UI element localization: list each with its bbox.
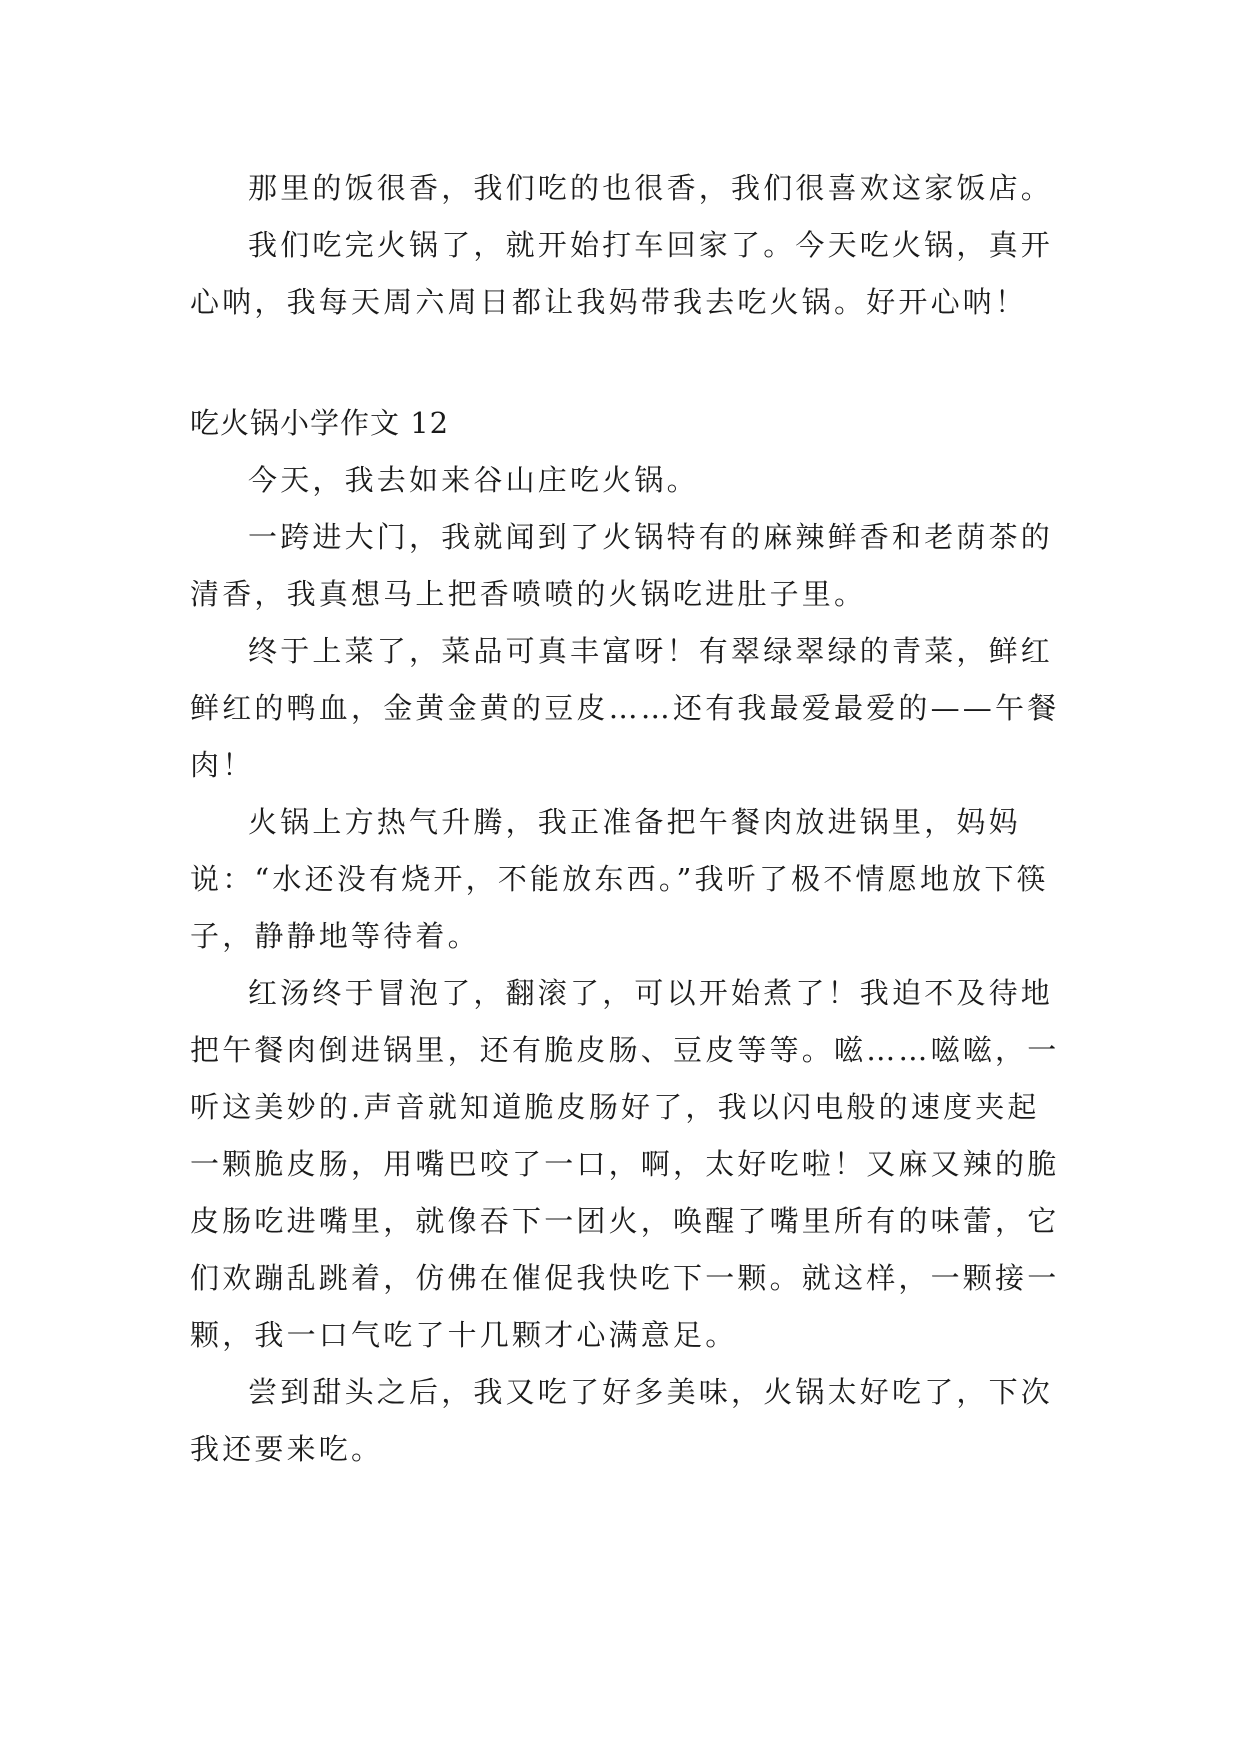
previous-essay-ending <box>190 160 1060 331</box>
paragraph: 红汤终于冒泡了，翻滚了，可以开始煮了！我迫不及待地把午餐肉倒进锅里，还有脆皮肠、豆皮等等。嗞……嗞嗞，一听这美妙的.声音就知道脆皮肠好了，我以闪电般的速度夹起一颗脆皮肠，用嘴巴咬了一口，啊，太好吃啦！又麻又辣的脆皮肠吃进嘴里，就像吞下一团火，唤醒了嘴里所有的味蕾，它们欢蹦乱跳着，仿佛在催促我快吃下一颗。就这样，一颗接一颗，我一口气吃了十几颗才心满意足。 <box>190 976 1060 1352</box>
paragraph: 那里的饭很香，我们吃的也很香，我们很喜欢这家饭店。 <box>248 171 1054 205</box>
paragraph: 我们吃完火锅了，就开始打车回家了。今天吃火锅，真开心呐，我每天周六周日都让我妈带我去吃火锅。好开心呐！ <box>190 228 1054 319</box>
paragraph: 终于上菜了，菜品可真丰富呀！有翠绿翠绿的青菜，鲜红鲜红的鸭血，金黄金黄的豆皮……还有我最爱最爱的——午餐肉！ <box>190 634 1060 782</box>
essay-title: 吃火锅小学作文 12 <box>190 406 450 440</box>
paragraph: 一跨进大门，我就闻到了火锅特有的麻辣鲜香和老荫茶的清香，我真想马上把香喷喷的火锅吃进肚子里。 <box>190 520 1054 611</box>
paragraph: 尝到甜头之后，我又吃了好多美味，火锅太好吃了，下次我还要来吃。 <box>190 1375 1054 1466</box>
paragraph: 火锅上方热气升腾，我正准备把午餐肉放进锅里，妈妈说：“水还没有烧开，不能放东西。”我听了极不情愿地放下筷子，静静地等待着。 <box>190 805 1049 953</box>
essay-body <box>190 452 1060 1478</box>
paragraph: 今天，我去如来谷山庄吃火锅。 <box>248 463 699 497</box>
